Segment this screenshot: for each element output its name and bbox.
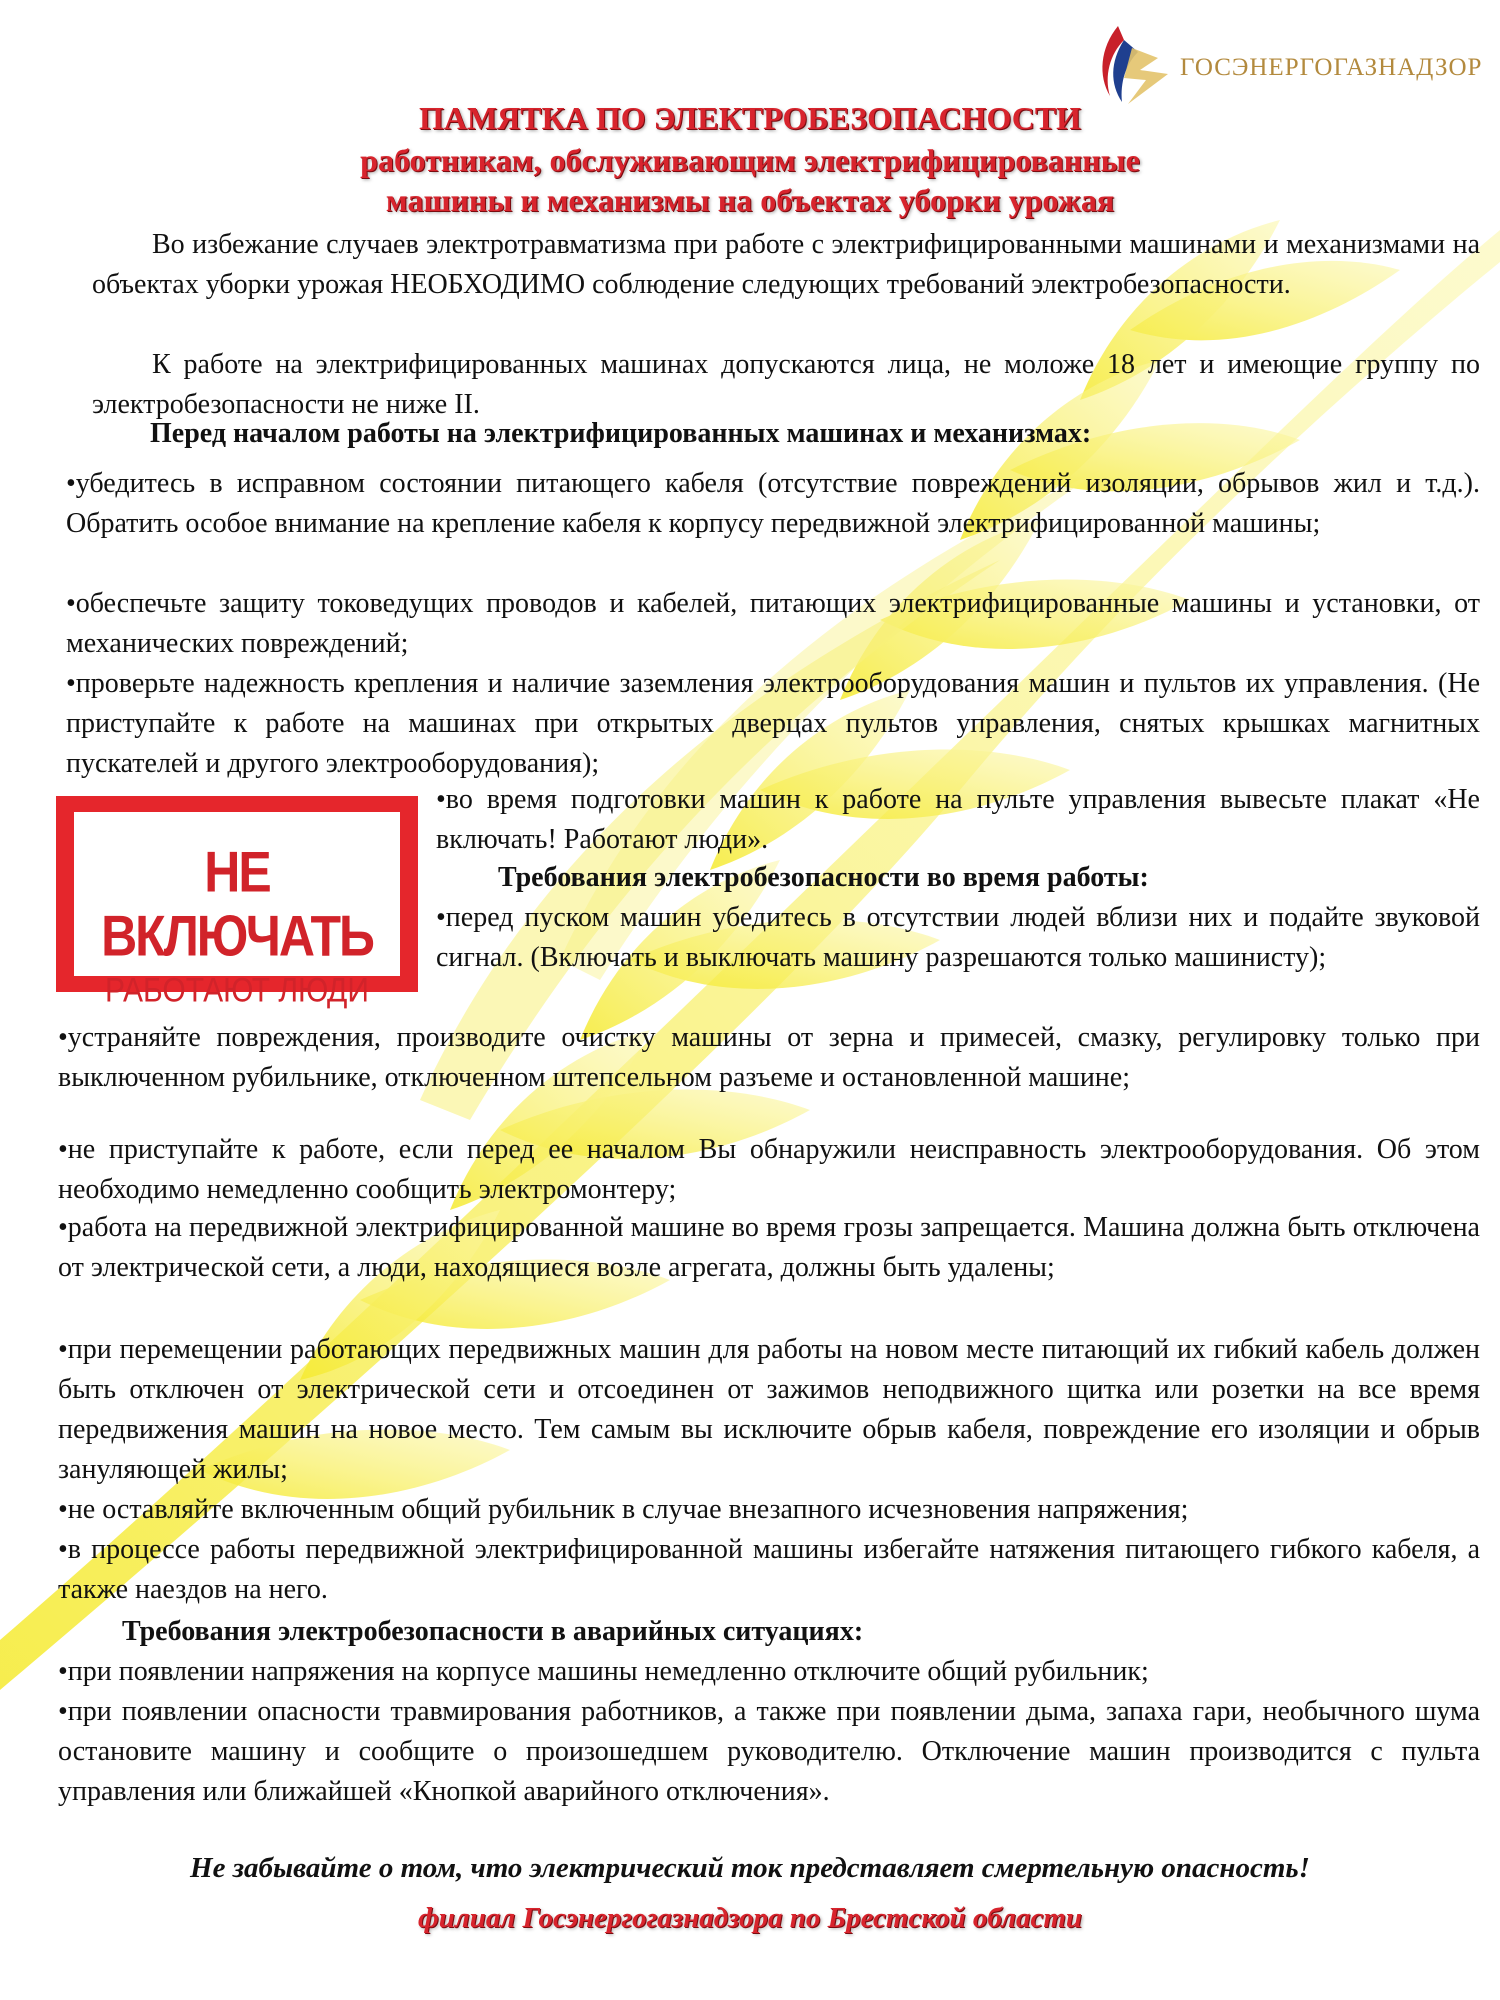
during-item-7: •в процессе работы передвижной электрифицированной машины избегайте натяжения питающего гибкого кабеля, а также наездов на него. [58, 1534, 1480, 1605]
sign-line-2: РАБОТАЮТ ЛЮДИ [105, 971, 369, 1010]
emergency-item-2: •при появлении опасности травмирования работников, а также при появлении дыма, запаха гари, необычного шума остановите машину и сообщите о произошедшем руководителю. Отключение машин производится с пульта управления или ближайшей «Кнопкой аварийного отключения». [58, 1696, 1480, 1807]
during-item-6: •не оставляйте включенным общий рубильник в случае внезапного исчезновения напряжения; [58, 1494, 1189, 1525]
section-emergency-heading: Требования электробезопасности в аварийных ситуациях: [122, 1616, 864, 1647]
before-item-2: •обеспечьте защиту токоведущих проводов и кабелей, питающих электрифицированные машины и установки, от механических повреждений; [66, 588, 1480, 659]
section-during-heading: Требования электробезопасности во время работы: [498, 862, 1149, 893]
flame-logo-icon [1080, 18, 1180, 118]
gosenergogaznadzor-logo [1080, 18, 1483, 128]
logo-text: ГОСЭНЕРГОГАЗНАДЗОР [1180, 54, 1483, 81]
during-item-1: •перед пуском машин убедитесь в отсутствии людей вблизи них и подайте звуковой сигнал. (Включать и выключать машину разрешаются только машинисту); [436, 902, 1480, 973]
section-before-heading: Перед началом работы на электрифицированных машинах и механизмах: [150, 418, 1092, 449]
sign-line-1: НЕ ВКЛЮЧАТЬ [101, 839, 373, 969]
do-not-switch-on-sign [56, 796, 418, 1010]
before-item-3: •проверьте надежность крепления и наличие заземления электрооборудования машин и пультов их управления. (Не приступайте к работе на машинах при открытых дверцах пультов управления, снятых крышках магнитных пускателей и другого электрооборудования); [66, 668, 1480, 779]
sign-inner-panel [74, 812, 400, 1010]
before-item-1: •убедитесь в исправном состоянии питающего кабеля (отсутствие повреждений изоляции, обрывов жил и т.д.). Обратить особое внимание на крепление кабеля к корпусу передвижной электрифицированной машины; [66, 468, 1480, 539]
memo-title: ПАМЯТКА ПО ЭЛЕКТРОБЕЗОПАСНОСТИ [418, 100, 1082, 136]
intro-paragraph-2: К работе на электрифицированных машинах допускаются лица, не моложе 18 лет и имеющие группу по электробезопасности не ниже II. [92, 349, 1480, 420]
during-item-4: •работа на передвижной электрифицированной машине во время грозы запрещается. Машина должна быть отключена от электрической сети, а люди, находящиеся возле агрегата, должны быть удалены; [58, 1212, 1480, 1283]
footer-branch-name: филиал Госэнергогазнадзора по Брестской области [417, 1902, 1083, 1934]
memo-subtitle-line-1: работникам, обслуживающим электрифицированные [360, 142, 1140, 178]
before-item-4: •во время подготовки машин к работе на пульте управления вывесьте плакат «Не включать! Работают люди». [436, 784, 1480, 855]
during-item-5: •при перемещении работающих передвижных машин для работы на новом месте питающий их гибкий кабель должен быть отключен от электрической сети и отсоединен от зажимов неподвижного щитка или розетки на все время передвижения машин на новое место. Тем самым вы исключите обрыв кабеля, повреждение его изоляции и обрыв зануляющей жилы; [58, 1334, 1480, 1485]
emergency-item-1: •при появлении напряжения на корпусе машины немедленно отключите общий рубильник; [58, 1656, 1149, 1687]
intro-paragraph-1: Во избежание случаев электротравматизма при работе с электрифицированными машинами и механизмами на объектах уборки урожая НЕОБХОДИМО соблюдение следующих требований электробезопасности. [92, 229, 1480, 300]
during-item-3: •не приступайте к работе, если перед ее началом Вы обнаружили неисправность электрооборудования. Об этом необходимо немедленно сообщить электромонтеру; [58, 1134, 1480, 1205]
footer-warning: Не забывайте о том, что электрический ток представляет смертельную опасность! [190, 1852, 1310, 1884]
during-item-2: •устраняйте повреждения, производите очистку машины от зерна и примесей, смазку, регулировку только при выключенном рубильнике, отключенном штепсельном разъеме и остановленной машине; [58, 1022, 1480, 1093]
memo-subtitle-line-2: машины и механизмы на объектах уборки урожая [385, 182, 1115, 218]
